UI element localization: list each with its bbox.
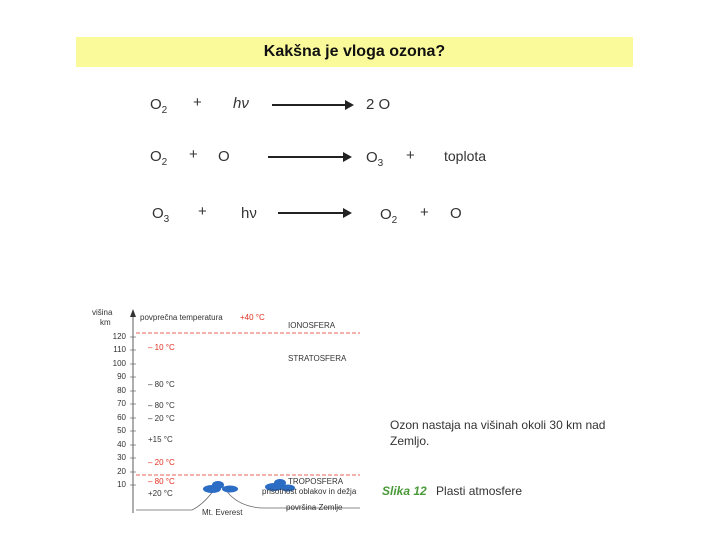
tick-label: 90 — [117, 372, 126, 381]
product-2o: 2 O — [366, 96, 391, 113]
figure-number: Slika 12 — [382, 484, 427, 498]
tick-label: 50 — [117, 426, 126, 435]
axis-title-km: km — [100, 318, 111, 327]
figure-title: Plasti atmosfere — [436, 484, 523, 498]
layer-stratosphere: STRATOSFERA — [288, 354, 347, 363]
tick-label: 110 — [113, 345, 126, 354]
plus-sign: + — [189, 146, 198, 163]
reaction-equations — [0, 0, 720, 240]
tick-label: 100 — [112, 359, 126, 368]
everest-label: Mt. Everest — [202, 508, 243, 517]
plus-sign: + — [406, 147, 415, 164]
tick-label: 30 — [117, 453, 126, 462]
product-o: O — [450, 205, 462, 222]
clouds-label: prisotnost oblakov in dežja — [262, 487, 357, 496]
temp-label: – 80 °C — [148, 401, 175, 410]
temp-label: – 20 °C — [148, 414, 175, 423]
temp-label: +40 °C — [240, 313, 265, 322]
tick-label: 60 — [117, 413, 126, 422]
ozone-caption: Ozon nastaja na višinah okoli 30 km nad Zemljo. — [390, 418, 606, 448]
tick-label: 10 — [117, 480, 126, 489]
tick-label: 70 — [117, 399, 126, 408]
temp-label: – 80 °C — [148, 380, 175, 389]
surface-label: površina Zemlje — [286, 503, 343, 512]
plus-sign: + — [193, 94, 202, 111]
axis-arrow — [130, 309, 136, 317]
layer-troposphere: TROPOSFERA — [288, 477, 344, 486]
axis-title-visina: višina — [92, 308, 113, 317]
temp-label: +20 °C — [148, 489, 173, 498]
reactant-o2: $O_2$ — [150, 96, 168, 116]
product-heat: toplota — [444, 148, 487, 164]
reactant-o2: $O_2$ — [150, 148, 168, 168]
photon-hv: hν — [241, 205, 257, 222]
temp-label: – 10 °C — [148, 343, 175, 352]
temp-label: – 20 °C — [148, 458, 175, 467]
plus-sign: + — [198, 203, 207, 220]
product-o3: $O_3$ — [366, 149, 384, 169]
tick-label: 120 — [112, 332, 126, 341]
tick-label: 40 — [117, 440, 126, 449]
reaction-arrow — [272, 104, 352, 106]
figure-caption — [382, 484, 522, 498]
reaction-arrow — [278, 212, 350, 214]
photon-hv: hν — [233, 95, 249, 112]
reactant-o3: $O_3$ — [152, 205, 170, 225]
tick-label: 20 — [117, 467, 126, 476]
product-o2: $O_2$ — [380, 206, 398, 226]
reactant-o: O — [218, 148, 230, 165]
temp-label: – 80 °C — [148, 477, 175, 486]
reaction-arrow — [268, 156, 350, 158]
plus-sign: + — [420, 204, 429, 221]
layer-ionosphere: IONOSFERA — [288, 321, 336, 330]
tick-label: 80 — [117, 386, 126, 395]
temp-heading: povprečna temperatura — [140, 313, 223, 322]
slide-title: Kakšna je vloga ozona? — [263, 43, 446, 60]
temp-label: +15 °C — [148, 435, 173, 444]
atmosphere-figure — [92, 305, 382, 520]
